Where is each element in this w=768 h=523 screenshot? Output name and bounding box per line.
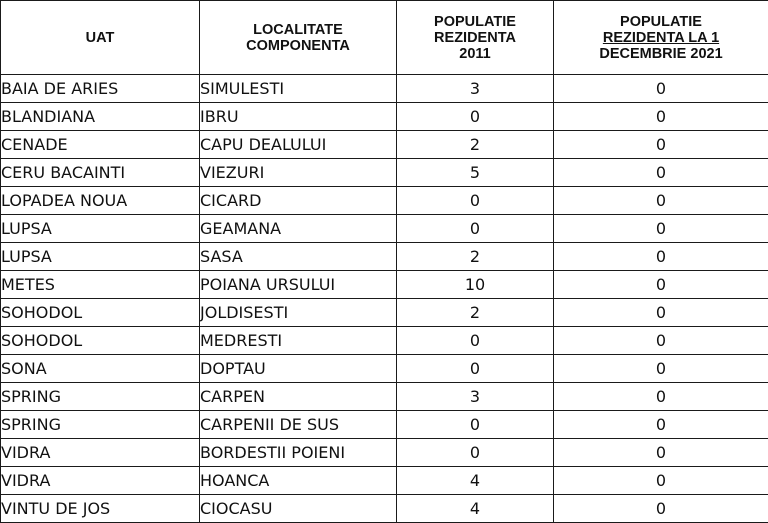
cell-pop-2011: 2 — [397, 299, 554, 327]
cell-localitate: BORDESTII POIENI — [200, 439, 397, 467]
cell-uat: SPRING — [1, 411, 200, 439]
cell-pop-2021: 0 — [554, 103, 768, 131]
cell-pop-2021: 0 — [554, 271, 768, 299]
cell-pop-2011: 2 — [397, 243, 554, 271]
header-pop-2021-line2: REZIDENTA LA 1 — [554, 30, 768, 46]
table-row — [1, 299, 768, 327]
cell-pop-2021: 0 — [554, 215, 768, 243]
cell-pop-2021: 0 — [554, 187, 768, 215]
cell-localitate: HOANCA — [200, 467, 397, 495]
cell-uat: VINTU DE JOS — [1, 495, 200, 523]
cell-localitate: CARPENII DE SUS — [200, 411, 397, 439]
header-pop-2021-line1: POPULATIE — [554, 14, 768, 30]
header-pop-2011-line3: 2011 — [397, 46, 553, 62]
cell-pop-2011: 5 — [397, 159, 554, 187]
cell-uat: CENADE — [1, 131, 200, 159]
cell-uat: BAIA DE ARIES — [1, 75, 200, 103]
cell-pop-2021: 0 — [554, 159, 768, 187]
cell-localitate: SIMULESTI — [200, 75, 397, 103]
header-pop-2011-line2: REZIDENTA — [397, 30, 553, 46]
cell-pop-2021: 0 — [554, 243, 768, 271]
cell-pop-2021: 0 — [554, 383, 768, 411]
cell-localitate: SASA — [200, 243, 397, 271]
cell-pop-2011: 0 — [397, 103, 554, 131]
table-row — [1, 159, 768, 187]
cell-pop-2011: 4 — [397, 495, 554, 523]
header-pop-2011-line1: POPULATIE — [397, 14, 553, 30]
table-row — [1, 75, 768, 103]
table-row — [1, 383, 768, 411]
table-row — [1, 439, 768, 467]
cell-uat: SPRING — [1, 383, 200, 411]
cell-localitate: JOLDISESTI — [200, 299, 397, 327]
table-row — [1, 103, 768, 131]
cell-localitate: CIOCASU — [200, 495, 397, 523]
table-row — [1, 411, 768, 439]
table-row — [1, 495, 768, 523]
cell-pop-2011: 4 — [397, 467, 554, 495]
cell-localitate: DOPTAU — [200, 355, 397, 383]
cell-pop-2021: 0 — [554, 355, 768, 383]
cell-pop-2021: 0 — [554, 439, 768, 467]
cell-uat: LOPADEA NOUA — [1, 187, 200, 215]
cell-localitate: CAPU DEALULUI — [200, 131, 397, 159]
header-uat-label: UAT — [86, 30, 115, 46]
cell-pop-2011: 2 — [397, 131, 554, 159]
cell-pop-2021: 0 — [554, 411, 768, 439]
cell-pop-2011: 10 — [397, 271, 554, 299]
cell-pop-2011: 0 — [397, 215, 554, 243]
cell-pop-2011: 0 — [397, 327, 554, 355]
cell-uat: VIDRA — [1, 439, 200, 467]
cell-uat: VIDRA — [1, 467, 200, 495]
cell-pop-2011: 0 — [397, 355, 554, 383]
cell-uat: SONA — [1, 355, 200, 383]
cell-uat: BLANDIANA — [1, 103, 200, 131]
cell-pop-2011: 0 — [397, 411, 554, 439]
table-row — [1, 271, 768, 299]
header-localitate-line1: LOCALITATE — [200, 22, 396, 38]
table-row — [1, 187, 768, 215]
cell-uat: SOHODOL — [1, 327, 200, 355]
cell-pop-2021: 0 — [554, 131, 768, 159]
cell-pop-2021: 0 — [554, 299, 768, 327]
cell-localitate: IBRU — [200, 103, 397, 131]
cell-localitate: POIANA URSULUI — [200, 271, 397, 299]
table-row — [1, 131, 768, 159]
cell-localitate: VIEZURI — [200, 159, 397, 187]
header-row — [1, 1, 768, 75]
cell-localitate: GEAMANA — [200, 215, 397, 243]
header-pop-2021 — [554, 1, 768, 75]
cell-uat: LUPSA — [1, 243, 200, 271]
cell-pop-2021: 0 — [554, 467, 768, 495]
table-row — [1, 327, 768, 355]
cell-uat: SOHODOL — [1, 299, 200, 327]
table-row — [1, 243, 768, 271]
header-uat — [1, 1, 200, 75]
table-row — [1, 215, 768, 243]
header-pop-2011 — [397, 1, 554, 75]
cell-uat: CERU BACAINTI — [1, 159, 200, 187]
table-row — [1, 467, 768, 495]
cell-pop-2011: 0 — [397, 439, 554, 467]
cell-pop-2011: 0 — [397, 187, 554, 215]
cell-pop-2021: 0 — [554, 327, 768, 355]
header-localitate-line2: COMPONENTA — [200, 38, 396, 54]
cell-uat: METES — [1, 271, 200, 299]
table-row — [1, 355, 768, 383]
header-pop-2021-line3: DECEMBRIE 2021 — [554, 46, 768, 62]
cell-pop-2021: 0 — [554, 495, 768, 523]
cell-localitate: CICARD — [200, 187, 397, 215]
cell-pop-2011: 3 — [397, 75, 554, 103]
header-localitate — [200, 1, 397, 75]
cell-uat: LUPSA — [1, 215, 200, 243]
cell-localitate: MEDRESTI — [200, 327, 397, 355]
cell-localitate: CARPEN — [200, 383, 397, 411]
cell-pop-2021: 0 — [554, 75, 768, 103]
cell-pop-2011: 3 — [397, 383, 554, 411]
